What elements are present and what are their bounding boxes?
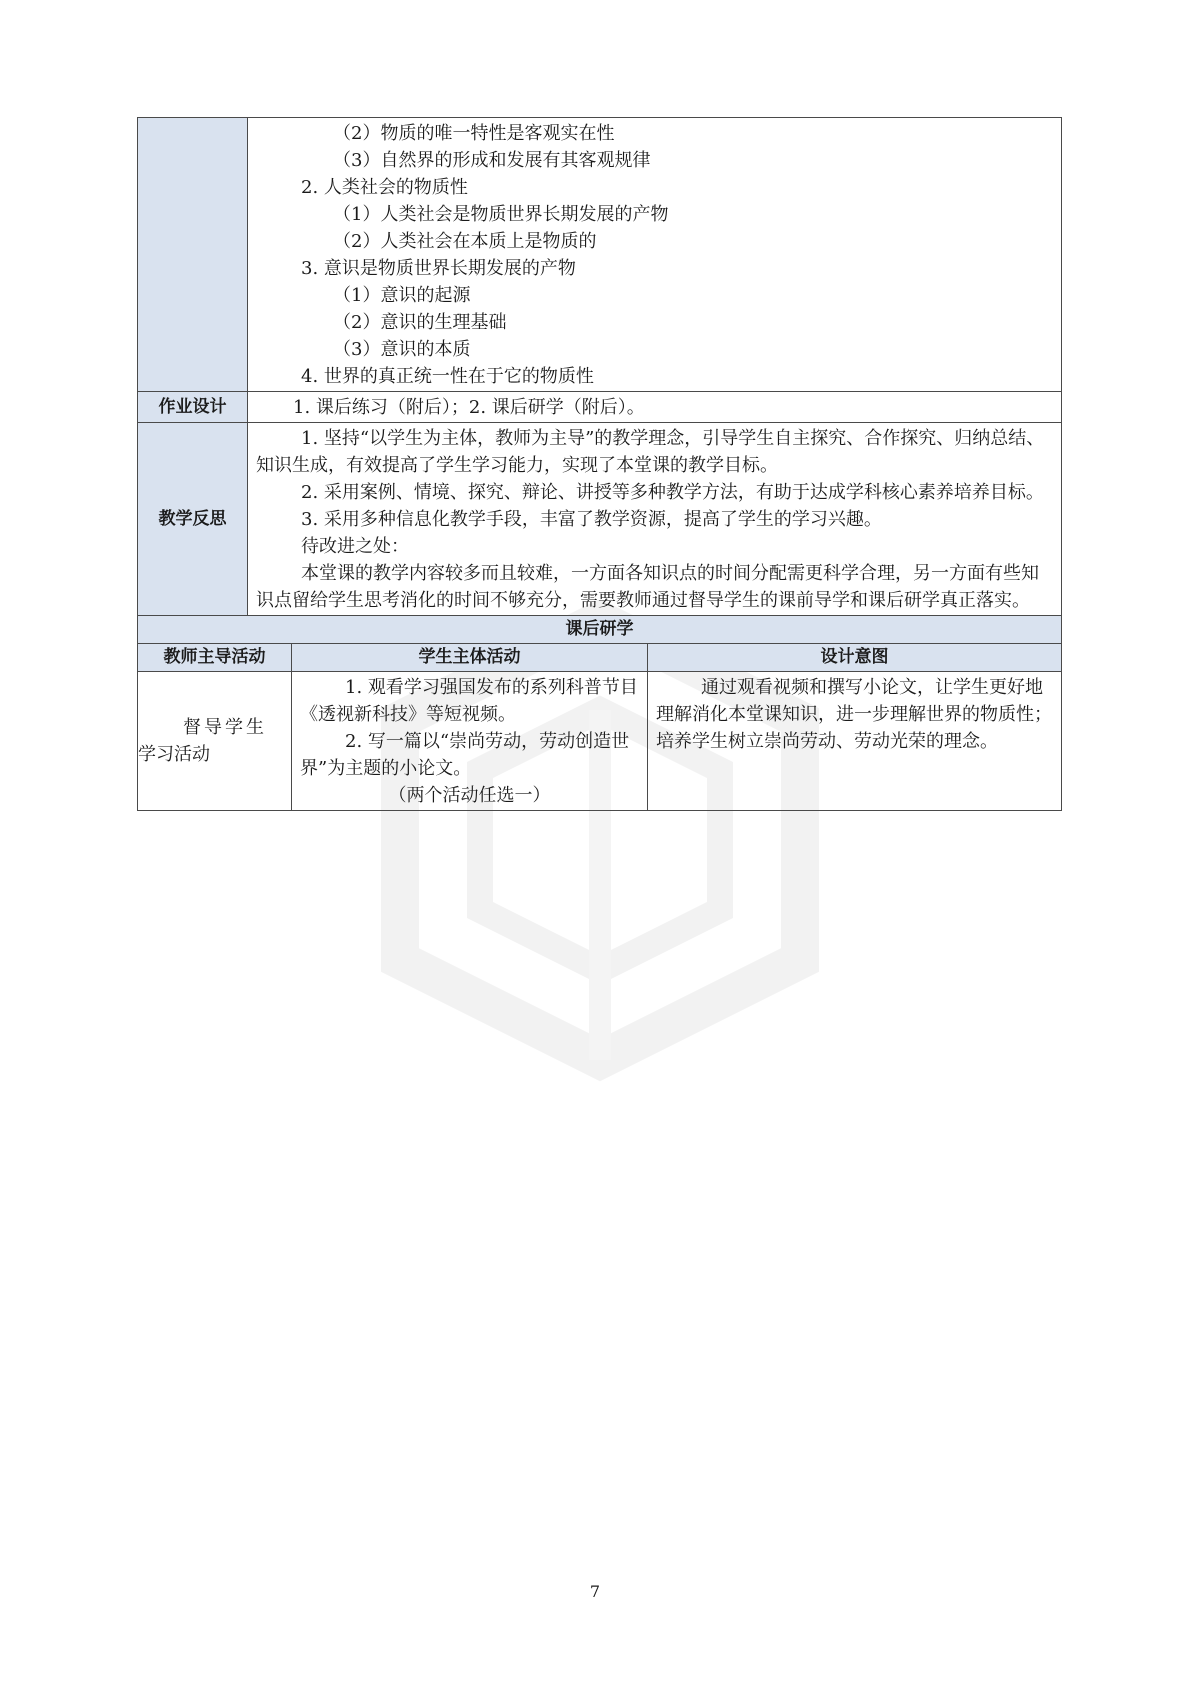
teacher-activity-cell xyxy=(138,672,292,811)
outline-content-cell xyxy=(248,118,1062,392)
reflection-paragraph: 3. 采用多种信息化教学手段，丰富了教学资源，提高了学生的学习兴趣。 xyxy=(301,509,882,530)
teacher-activity-line: 督导学生 xyxy=(183,717,267,738)
outline-item: （3）自然界的形成和发展有其客观规律 xyxy=(333,150,651,171)
outline-item: （2）人类社会在本质上是物质的 xyxy=(333,231,597,252)
student-activity-item: 1. 观看学习强国发布的系列科普节目《透视新科技》等短视频。 xyxy=(300,677,638,725)
outline-item: （1）人类社会是物质世界长期发展的产物 xyxy=(333,204,669,225)
outline-item: 2. 人类社会的物质性 xyxy=(301,177,468,198)
outline-list xyxy=(248,118,1061,391)
reflection-paragraph: 待改进之处： xyxy=(301,536,409,557)
outline-row xyxy=(138,118,1062,392)
outline-label-cell xyxy=(138,118,248,392)
homework-text: 1. 课后练习（附后）；2. 课后研学（附后）。 xyxy=(293,397,645,418)
design-intent-header: 设计意图 xyxy=(648,644,1062,672)
reflection-paragraphs xyxy=(248,423,1061,615)
post-study-header-row xyxy=(138,644,1062,672)
teacher-activity-header: 教师主导活动 xyxy=(138,644,292,672)
student-activity-cell xyxy=(292,672,648,811)
homework-content-cell xyxy=(248,392,1062,423)
student-activity-header: 学生主体活动 xyxy=(292,644,648,672)
homework-label: 作业设计 xyxy=(138,392,248,423)
teacher-activity-line: 学习活动 xyxy=(138,744,210,765)
outline-item: （3）意识的本质 xyxy=(333,339,471,360)
student-activity-note: （两个活动任选一） xyxy=(388,785,551,806)
homework-row xyxy=(138,392,1062,423)
reflection-paragraph: 2. 采用案例、情境、探究、辩论、讲授等多种教学方法，有助于达成学科核心素养培养目标。 xyxy=(301,482,1044,503)
outline-item: （2）物质的唯一特性是客观实在性 xyxy=(333,123,615,144)
post-study-title-row xyxy=(138,616,1062,644)
reflection-paragraph: 1. 坚持“以学生为主体，教师为主导”的教学理念，引导学生自主探究、合作探究、归纳总结、知识生成，有效提高了学生学习能力，实现了本堂课的教学目标。 xyxy=(256,428,1045,476)
reflection-content-cell xyxy=(248,423,1062,616)
reflection-row xyxy=(138,423,1062,616)
design-intent-cell xyxy=(648,672,1062,811)
design-intent-text: 通过观看视频和撰写小论文，让学生更好地理解消化本堂课知识，进一步理解世界的物质性；培养学生树立崇尚劳动、劳动光荣的理念。 xyxy=(656,677,1052,752)
post-study-content-row xyxy=(138,672,1062,811)
page-number: 7 xyxy=(589,1582,601,1601)
lesson-plan-table xyxy=(137,117,1062,811)
reflection-label: 教学反思 xyxy=(138,423,248,616)
outline-item: （2）意识的生理基础 xyxy=(333,312,507,333)
reflection-paragraph: 本堂课的教学内容较多而且较难，一方面各知识点的时间分配需更科学合理，另一方面有些知识点留给学生思考消化的时间不够充分，需要教师通过督导学生的课前导学和课后研学真正落实。 xyxy=(256,563,1039,611)
outline-item: 3. 意识是物质世界长期发展的产物 xyxy=(301,258,576,279)
post-study-title: 课后研学 xyxy=(138,616,1062,644)
outline-item: 4. 世界的真正统一性在于它的物质性 xyxy=(301,366,594,387)
student-activity-item: 2. 写一篇以“崇尚劳动，劳动创造世界”为主题的小论文。 xyxy=(300,731,630,779)
outline-item: （1）意识的起源 xyxy=(333,285,471,306)
student-activity-list xyxy=(292,672,647,810)
